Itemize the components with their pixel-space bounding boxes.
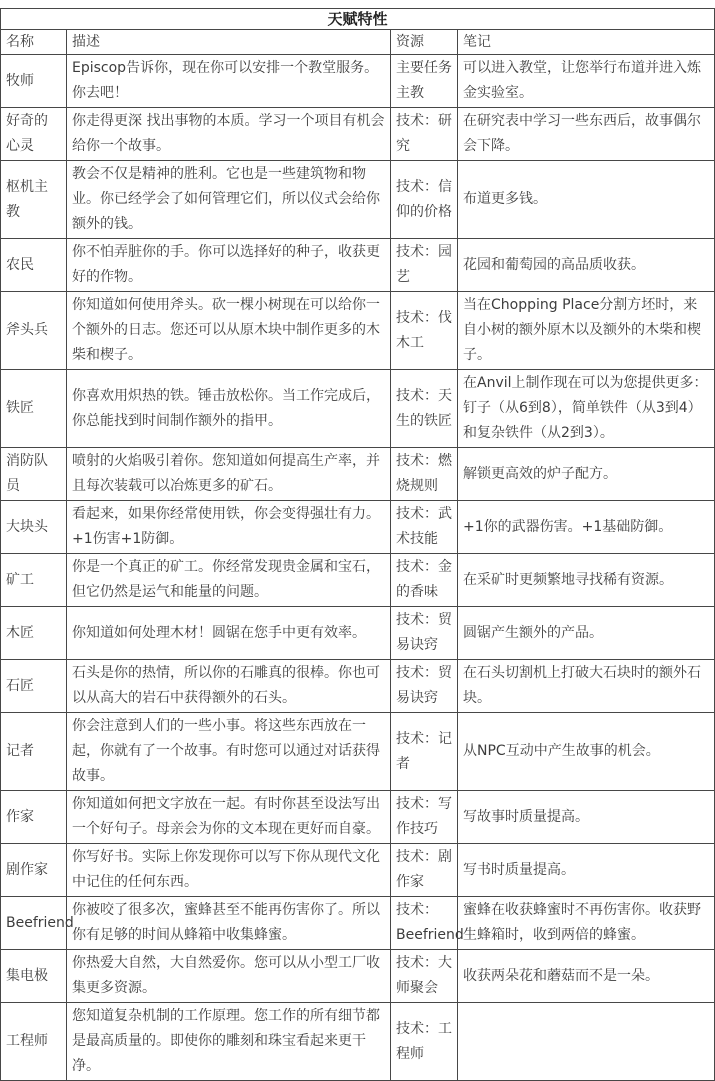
cell-notes: 收获两朵花和蘑菇而不是一朵。: [458, 950, 715, 1003]
table-row: [1, 791, 715, 844]
cell-notes: 在研究表中学习一些东西后，故事偶尔会下降。: [458, 108, 715, 161]
cell-description: 你知道如何把文字放在一起。有时你甚至设法写出一个好句子。母亲会为你的文本现在更好而自豪。: [67, 791, 391, 844]
cell-name: 牧师: [1, 55, 67, 108]
column-header-description: 描述: [67, 30, 391, 55]
cell-resource: 技术：贸易诀窍: [391, 607, 458, 660]
cell-resource: 技术：园艺: [391, 239, 458, 292]
cell-notes: 从NPC互动中产生故事的机会。: [458, 713, 715, 791]
cell-resource: 技术：工程师: [391, 1003, 458, 1081]
cell-description: Episcop告诉你，现在你可以安排一个教堂服务。你去吧！: [67, 55, 391, 108]
cell-notes: 写故事时质量提高。: [458, 791, 715, 844]
table-row: [1, 108, 715, 161]
cell-name: 消防队员: [1, 448, 67, 501]
cell-description: 你知道如何处理木材！圆锯在您手中更有效率。: [67, 607, 391, 660]
cell-resource: 技术：大师聚会: [391, 950, 458, 1003]
table-row: [1, 897, 715, 950]
cell-notes: [458, 1003, 715, 1081]
cell-name: 斧头兵: [1, 292, 67, 370]
table-row: [1, 1003, 715, 1081]
cell-resource: 主要任务主教: [391, 55, 458, 108]
cell-resource: 技术：燃烧规则: [391, 448, 458, 501]
cell-resource: 技术：Beefriend: [391, 897, 458, 950]
cell-notes: 解锁更高效的炉子配方。: [458, 448, 715, 501]
table-row: [1, 292, 715, 370]
cell-name: 枢机主教: [1, 161, 67, 239]
cell-resource: 技术：金的香味: [391, 554, 458, 607]
cell-name: 剧作家: [1, 844, 67, 897]
table-row: [1, 370, 715, 448]
table-row: [1, 55, 715, 108]
table-row: [1, 554, 715, 607]
cell-name: 集电极: [1, 950, 67, 1003]
table-row: [1, 713, 715, 791]
column-header-resource: 资源: [391, 30, 458, 55]
cell-notes: 当在Chopping Place分割方坯时，来自小树的额外原木以及额外的木柴和楔子。: [458, 292, 715, 370]
cell-description: 你热爱大自然，大自然爱你。您可以从小型工厂收集更多资源。: [67, 950, 391, 1003]
cell-notes: 花园和葡萄园的高品质收获。: [458, 239, 715, 292]
cell-description: 石头是你的热情，所以你的石雕真的很棒。你也可以从高大的岩石中获得额外的石头。: [67, 660, 391, 713]
cell-name: 矿工: [1, 554, 67, 607]
cell-notes: 写书时质量提高。: [458, 844, 715, 897]
cell-name: 记者: [1, 713, 67, 791]
cell-name: 作家: [1, 791, 67, 844]
cell-description: 你知道如何使用斧头。砍一棵小树现在可以给你一个额外的日志。您还可以从原木块中制作更多的木柴和楔子。: [67, 292, 391, 370]
cell-notes: 在采矿时更频繁地寻找稀有资源。: [458, 554, 715, 607]
table-row: [1, 607, 715, 660]
cell-resource: 技术：剧作家: [391, 844, 458, 897]
cell-notes: 在Anvil上制作现在可以为您提供更多：钉子（从6到8），简单铁件（从3到4）和复杂铁件（从2到3）。: [458, 370, 715, 448]
table-row: [1, 501, 715, 554]
table-row: [1, 239, 715, 292]
table-row: [1, 448, 715, 501]
cell-description: 你喜欢用炽热的铁。锤击放松你。当工作完成后，你总能找到时间制作额外的指甲。: [67, 370, 391, 448]
cell-description: 你会注意到人们的一些小事。将这些东西放在一起，你就有了一个故事。有时您可以通过对话获得故事。: [67, 713, 391, 791]
cell-resource: 技术：信仰的价格: [391, 161, 458, 239]
cell-notes: 蜜蜂在收获蜂蜜时不再伤害你。收获野生蜂箱时，收到两倍的蜂蜜。: [458, 897, 715, 950]
table-row: [1, 161, 715, 239]
cell-resource: 技术：伐木工: [391, 292, 458, 370]
column-header-name: 名称: [1, 30, 67, 55]
cell-notes: 在石头切割机上打破大石块时的额外石块。: [458, 660, 715, 713]
cell-resource: 技术：武术技能: [391, 501, 458, 554]
header-row: [1, 30, 715, 55]
table-body: [1, 55, 715, 1081]
cell-name: 木匠: [1, 607, 67, 660]
cell-name: 石匠: [1, 660, 67, 713]
cell-description: 教会不仅是精神的胜利。它也是一些建筑物和物业。你已经学会了如何管理它们，所以仪式会给你额外的钱。: [67, 161, 391, 239]
cell-name: 农民: [1, 239, 67, 292]
cell-resource: 技术：写作技巧: [391, 791, 458, 844]
table-row: [1, 844, 715, 897]
cell-name: 好奇的心灵: [1, 108, 67, 161]
table-row: [1, 950, 715, 1003]
cell-resource: 技术：天生的铁匠: [391, 370, 458, 448]
cell-notes: 可以进入教堂，让您举行布道并进入炼金实验室。: [458, 55, 715, 108]
cell-description: 看起来，如果你经常使用铁，你会变得强壮有力。+1伤害+1防御。: [67, 501, 391, 554]
cell-name: 大块头: [1, 501, 67, 554]
talent-traits-table: [0, 8, 715, 1081]
cell-description: 你写好书。实际上你发现你可以写下你从现代文化中记住的任何东西。: [67, 844, 391, 897]
table-row: [1, 660, 715, 713]
cell-resource: 技术：研究: [391, 108, 458, 161]
cell-description: 您知道复杂机制的工作原理。您工作的所有细节都是最高质量的。即使你的雕刻和珠宝看起来更干净。: [67, 1003, 391, 1081]
column-header-notes: 笔记: [458, 30, 715, 55]
cell-notes: +1你的武器伤害。+1基础防御。: [458, 501, 715, 554]
cell-description: 喷射的火焰吸引着你。您知道如何提高生产率，并且每次装载可以冶炼更多的矿石。: [67, 448, 391, 501]
table-title: 天赋特性: [1, 9, 715, 30]
cell-name: 铁匠: [1, 370, 67, 448]
title-row: [1, 9, 715, 30]
cell-description: 你被咬了很多次，蜜蜂甚至不能再伤害你了。所以你有足够的时间从蜂箱中收集蜂蜜。: [67, 897, 391, 950]
cell-resource: 技术：记者: [391, 713, 458, 791]
cell-description: 你不怕弄脏你的手。你可以选择好的种子，收获更好的作物。: [67, 239, 391, 292]
cell-notes: 圆锯产生额外的产品。: [458, 607, 715, 660]
cell-name: Beefriend: [1, 897, 67, 950]
cell-description: 你是一个真正的矿工。你经常发现贵金属和宝石，但它仍然是运气和能量的问题。: [67, 554, 391, 607]
cell-notes: 布道更多钱。: [458, 161, 715, 239]
cell-name: 工程师: [1, 1003, 67, 1081]
cell-description: 你走得更深 找出事物的本质。学习一个项目有机会给你一个故事。: [67, 108, 391, 161]
cell-resource: 技术：贸易诀窍: [391, 660, 458, 713]
